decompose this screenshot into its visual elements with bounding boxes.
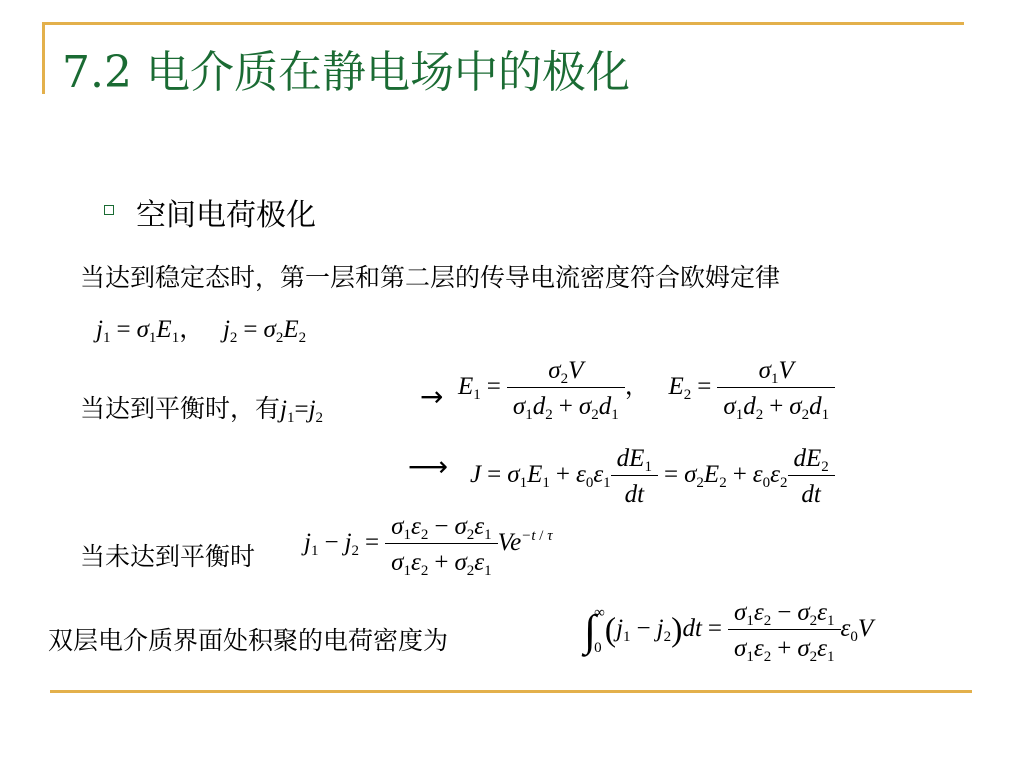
slide-title: 7.2 电介质在静电场中的极化 (62, 47, 630, 98)
bullet-heading: 空间电荷极化 (136, 198, 316, 233)
ohm-law-formula: $j_1 = \sigma_1E_1$， $j_2 = \sigma_2E_2$ (96, 316, 307, 346)
top-rule (42, 22, 964, 25)
right-arrow-icon: → (420, 380, 444, 413)
right-arrow-icon: ⟶ (408, 450, 449, 483)
charge-density-formula: ∫ ∞ 0 $(j_1 - j_2)dt$ = $\frac{\sigma_1\varepsilon_2 - \sigma_2\varepsilon_1}{\sigma_1\varepsilon_2 + \sigma_2\varepsilon_1}$ $\varepsilon_0V$ (584, 599, 874, 665)
left-rule (42, 22, 45, 94)
steady-state-text: 当达到稳定态时，第一层和第二层的传导电流密度符合欧姆定律 (80, 263, 781, 292)
current-density-formula: $J = \sigma_1E_1 + \varepsilon_0\varepsilon_1$ $\frac{dE_1}{dt}$ = $\sigma_2E_2 + \varepsilon_0\varepsilon_2$ $\frac{dE_2}{dt}$ (470, 446, 835, 507)
field-strength-formula: $E_1$ = $\frac{\sigma_2V}{\sigma_1d_2 + \sigma_2d_1}$ ， $E_2$ = $\frac{\sigma_1V}{\sigma_1d_2 + \sigma_2d_1}$ (458, 358, 835, 419)
balance-condition: $j_1=j_2$ (280, 396, 324, 426)
unbalanced-formula: $j_1 - j_2$ = $\frac{\sigma_1\varepsilon_2 - \sigma_2\varepsilon_1}{\sigma_1\varepsilon_2 + \sigma_2\varepsilon_1}$ $Ve^{-t / \tau}$ (304, 513, 553, 579)
balance-label: 当达到平衡时，有 (80, 394, 281, 423)
unbalanced-text: 当未达到平衡时 (80, 542, 256, 571)
bottom-rule (50, 690, 972, 693)
balance-text (80, 389, 323, 425)
charge-density-text: 双层电介质界面处积聚的电荷密度为 (48, 626, 449, 655)
square-bullet-icon (104, 205, 114, 215)
